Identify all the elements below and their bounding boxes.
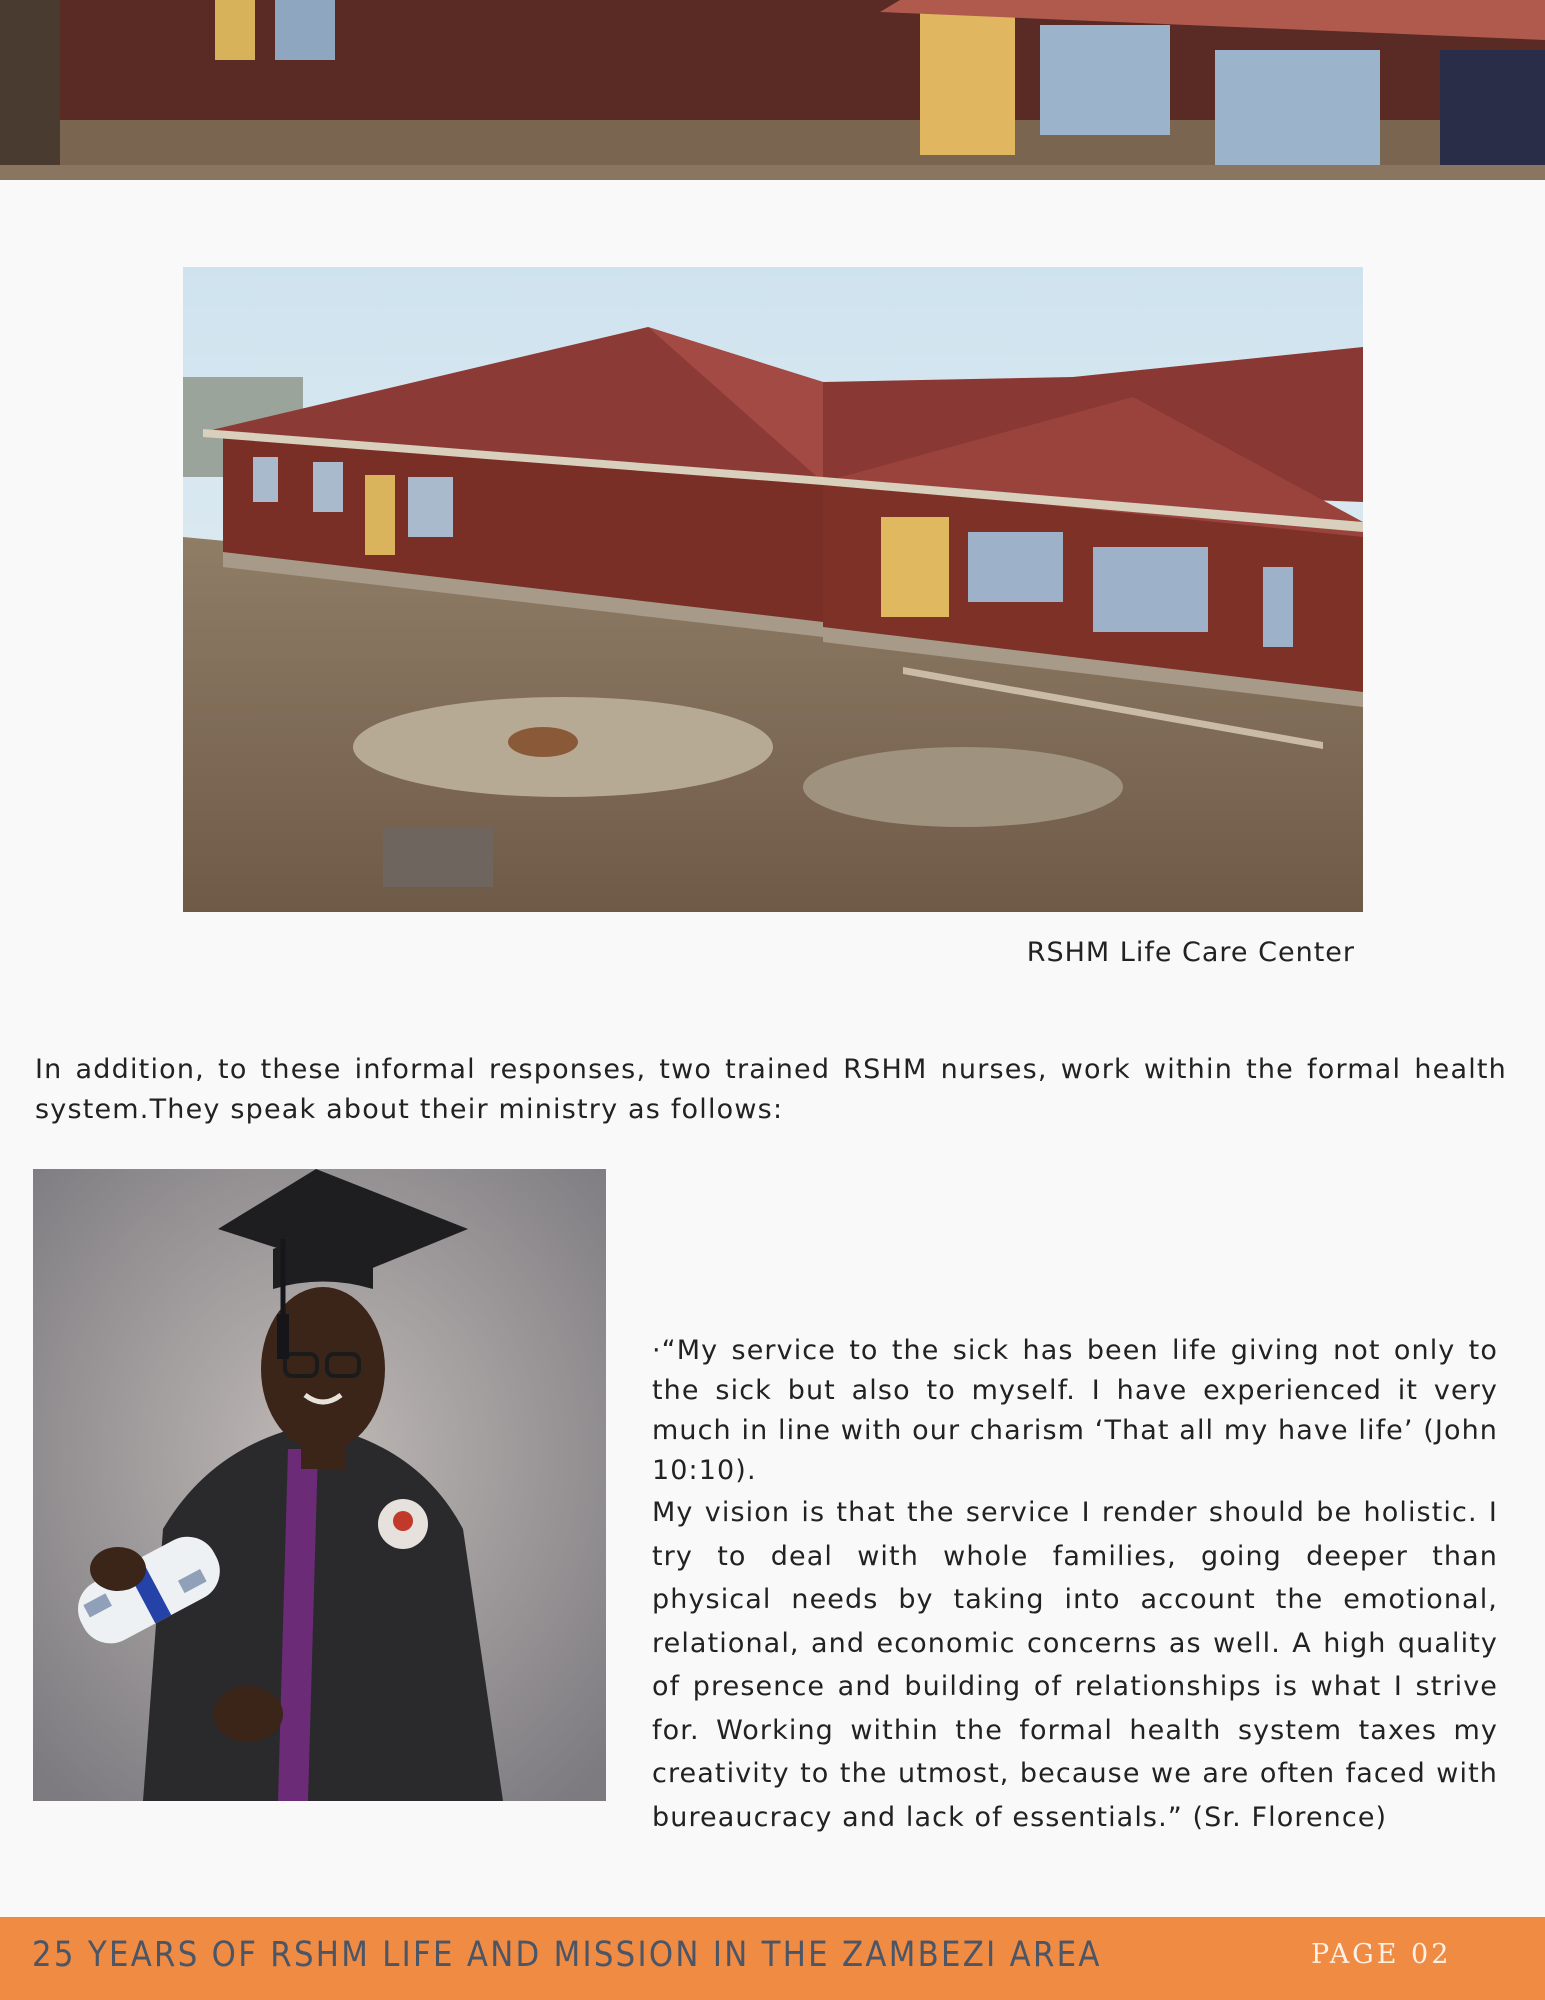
quote-paragraph-1: ·“My service to the sick has been life giving not only to the sick but also to myself. I have experienced it very much in line with our charism ‘That all my have life’ (John 10:10).: [652, 1335, 1498, 1486]
sister-florence-portrait: [33, 1169, 606, 1801]
footer-bar: [0, 1917, 1545, 2000]
intro-paragraph: In addition, to these informal responses, two trained RSHM nurses, work within the formal health system.They speak about their ministry as follows:: [35, 1054, 1507, 1125]
page-number: PAGE 02: [1311, 1939, 1452, 1970]
quote-paragraph-2: My vision is that the service I render should be holistic. I try to deal with whole families, going deeper than physical needs by taking into account the emotional, relational, and economic concerns as well. A high quality of presence and building of relationships is what I strive for. Working within the formal health system taxes my creativity to the utmost, because we are often faced with bureaucracy and lack of essentials.” (Sr. Florence): [652, 1497, 1498, 1833]
nurse-quote: [652, 1331, 1498, 1839]
photo-caption: RSHM Life Care Center: [1026, 937, 1355, 968]
footer-title: 25 YEARS OF RSHM LIFE AND MISSION IN THE ZAMBEZI AREA: [32, 1935, 1102, 1975]
top-building-photo: [0, 0, 1545, 180]
life-care-center-photo: [183, 267, 1363, 912]
